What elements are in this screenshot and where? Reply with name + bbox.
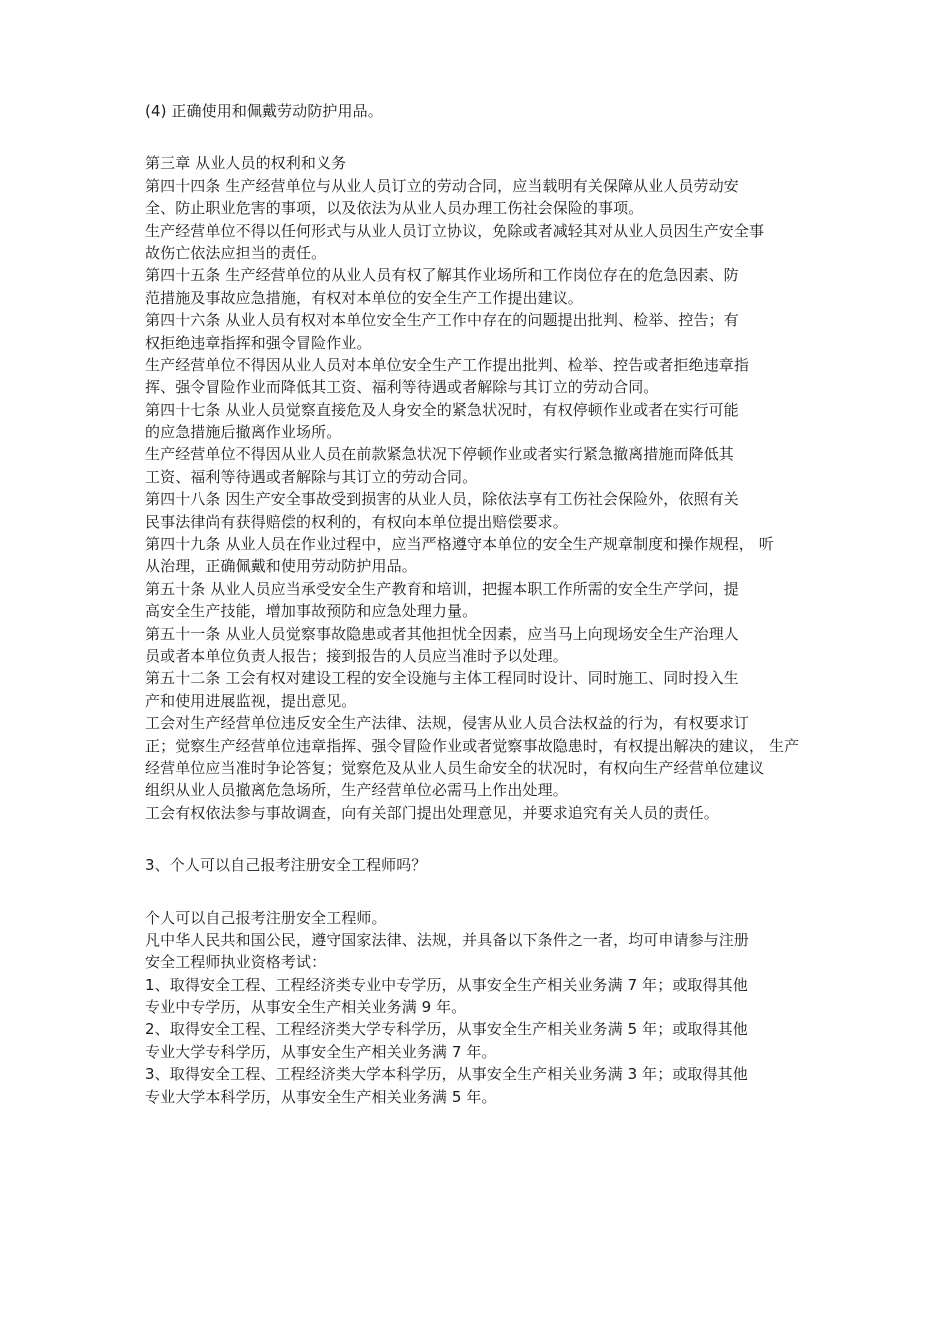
chapter-line: 正；觉察生产经营单位违章指挥、强令冒险作业或者觉察事故隐患时，有权提出解决的建议， 生产	[145, 736, 800, 755]
chapter-line: 工资、福利等待遇或者解除与其订立的劳动合同。	[145, 467, 478, 486]
chapter-line: 第五十二条 工会有权对建设工程的安全设施与主体工程同时设计、同时施工、同时投入生	[145, 669, 739, 688]
chapter-line: 工会对生产经营单位违反安全生产法律、法规，侵害从业人员合法权益的行为，有权要求订	[145, 714, 750, 733]
chapter-line: 范措施及事故应急措施，有权对本单位的安全生产工作提出建议。	[145, 288, 583, 307]
chapter-line: 生产经营单位不得因从业人员在前款紧急状况下停顿作业或者实行紧急撤离措施而降低其	[145, 445, 734, 464]
document-page	[145, 100, 820, 1108]
spacer	[145, 122, 820, 152]
chapter-line: 挥、强令冒险作业而降低其工资、福利等待遇或者解除与其订立的劳动合同。	[145, 378, 659, 397]
chapter-line: 工会有权依法参与事故调查，向有关部门提出处理意见，并要求追究有关人员的责任。	[145, 803, 719, 822]
answer-line: 2、取得安全工程、工程经济类大学专科学历，从事安全生产相关业务满 5 年；或取得其他	[145, 1020, 748, 1039]
answer-line: 凡中华人民共和国公民，遵守国家法律、法规，并具备以下条件之一者，均可申请参与注册	[145, 930, 750, 949]
answer-line: 专业大学专科学历，从事安全生产相关业务满 7 年。	[145, 1042, 497, 1061]
question-heading: 3、个人可以自己报考注册安全工程师吗？	[145, 856, 427, 875]
chapter-line: 高安全生产技能，增加事故预防和应急处理力量。	[145, 602, 478, 621]
answer-line: 专业中专学历，从事安全生产相关业务满 9 年。	[145, 998, 467, 1017]
chapter-line: 组织从业人员撤离危急场所，生产经营单位必需马上作出处理。	[145, 781, 568, 800]
chapter-line: 权拒绝违章指挥和强令冒险作业。	[145, 333, 372, 352]
intro-line: (4) 正确使用和佩戴劳动防护用品。	[145, 102, 383, 120]
chapter-line: 生产经营单位不得以任何形式与从业人员订立协议，免除或者减轻其对从业人员因生产安全事	[145, 221, 765, 240]
chapter-line: 员或者本单位负责人报告；接到报告的人员应当准时予以处理。	[145, 646, 568, 665]
answer-line: 专业大学本科学历，从事安全生产相关业务满 5 年。	[145, 1087, 497, 1106]
chapter-line: 第四十五条 生产经营单位的从业人员有权了解其作业场所和工作岗位存在的危急因素、防	[145, 266, 739, 285]
answer-line: 安全工程师执业资格考试：	[145, 953, 327, 972]
chapter-line: 第五十一条 从业人员觉察事故隐患或者其他担忧全因素，应当马上向现场安全生产治理人	[145, 624, 739, 643]
chapter-line: 第四十八条 因生产安全事故受到损害的从业人员，除依法享有工伤社会保险外，依照有关	[145, 490, 739, 509]
chapter-line: 产和使用进展监视，提出意见。	[145, 691, 357, 710]
answer-line: 3、取得安全工程、工程经济类大学本科学历，从事安全生产相关业务满 3 年；或取得其他	[145, 1065, 748, 1084]
chapter-line: 从治理，正确佩戴和使用劳动防护用品。	[145, 557, 417, 576]
chapter-line: 全、防止职业危害的事项，以及依法为从业人员办理工伤社会保险的事项。	[145, 199, 644, 218]
chapter-line: 第四十六条 从业人员有权对本单位安全生产工作中存在的问题提出批判、检举、控告；有	[145, 311, 739, 330]
chapter-line: 生产经营单位不得因从业人员对本单位安全生产工作提出批判、检举、控告或者拒绝违章指	[145, 355, 750, 374]
chapter-line: 第四十九条 从业人员在作业过程中，应当严格遵守本单位的安全生产规章制度和操作规程， 听	[145, 535, 774, 554]
chapter-line: 第四十四条 生产经营单位与从业人员订立的劳动合同，应当载明有关保障从业人员劳动安	[145, 176, 739, 195]
chapter-line: 第五十条 从业人员应当承受安全生产教育和培训，把握本职工作所需的安全生产学问，提	[145, 579, 739, 598]
spacer	[145, 824, 820, 854]
chapter-line: 故伤亡依法应担当的责任。	[145, 243, 327, 262]
spacer	[145, 877, 820, 907]
chapter-line: 的应急措施后撤离作业场所。	[145, 423, 342, 442]
chapter-line: 经营单位应当准时争论答复；觉察危及从业人员生命安全的状况时，有权向生产经营单位建议	[145, 758, 765, 777]
chapter-title: 第三章 从业人员的权利和义务	[145, 154, 347, 173]
chapter-line: 民事法律尚有获得赔偿的权利的，有权向本单位提出赔偿要求。	[145, 512, 568, 531]
answer-line: 个人可以自己报考注册安全工程师。	[145, 908, 387, 927]
answer-line: 1、取得安全工程、工程经济类专业中专学历，从事安全生产相关业务满 7 年；或取得其他	[145, 975, 748, 994]
chapter-line: 第四十七条 从业人员觉察直接危及人身安全的紧急状况时，有权停顿作业或者在实行可能	[145, 400, 739, 419]
